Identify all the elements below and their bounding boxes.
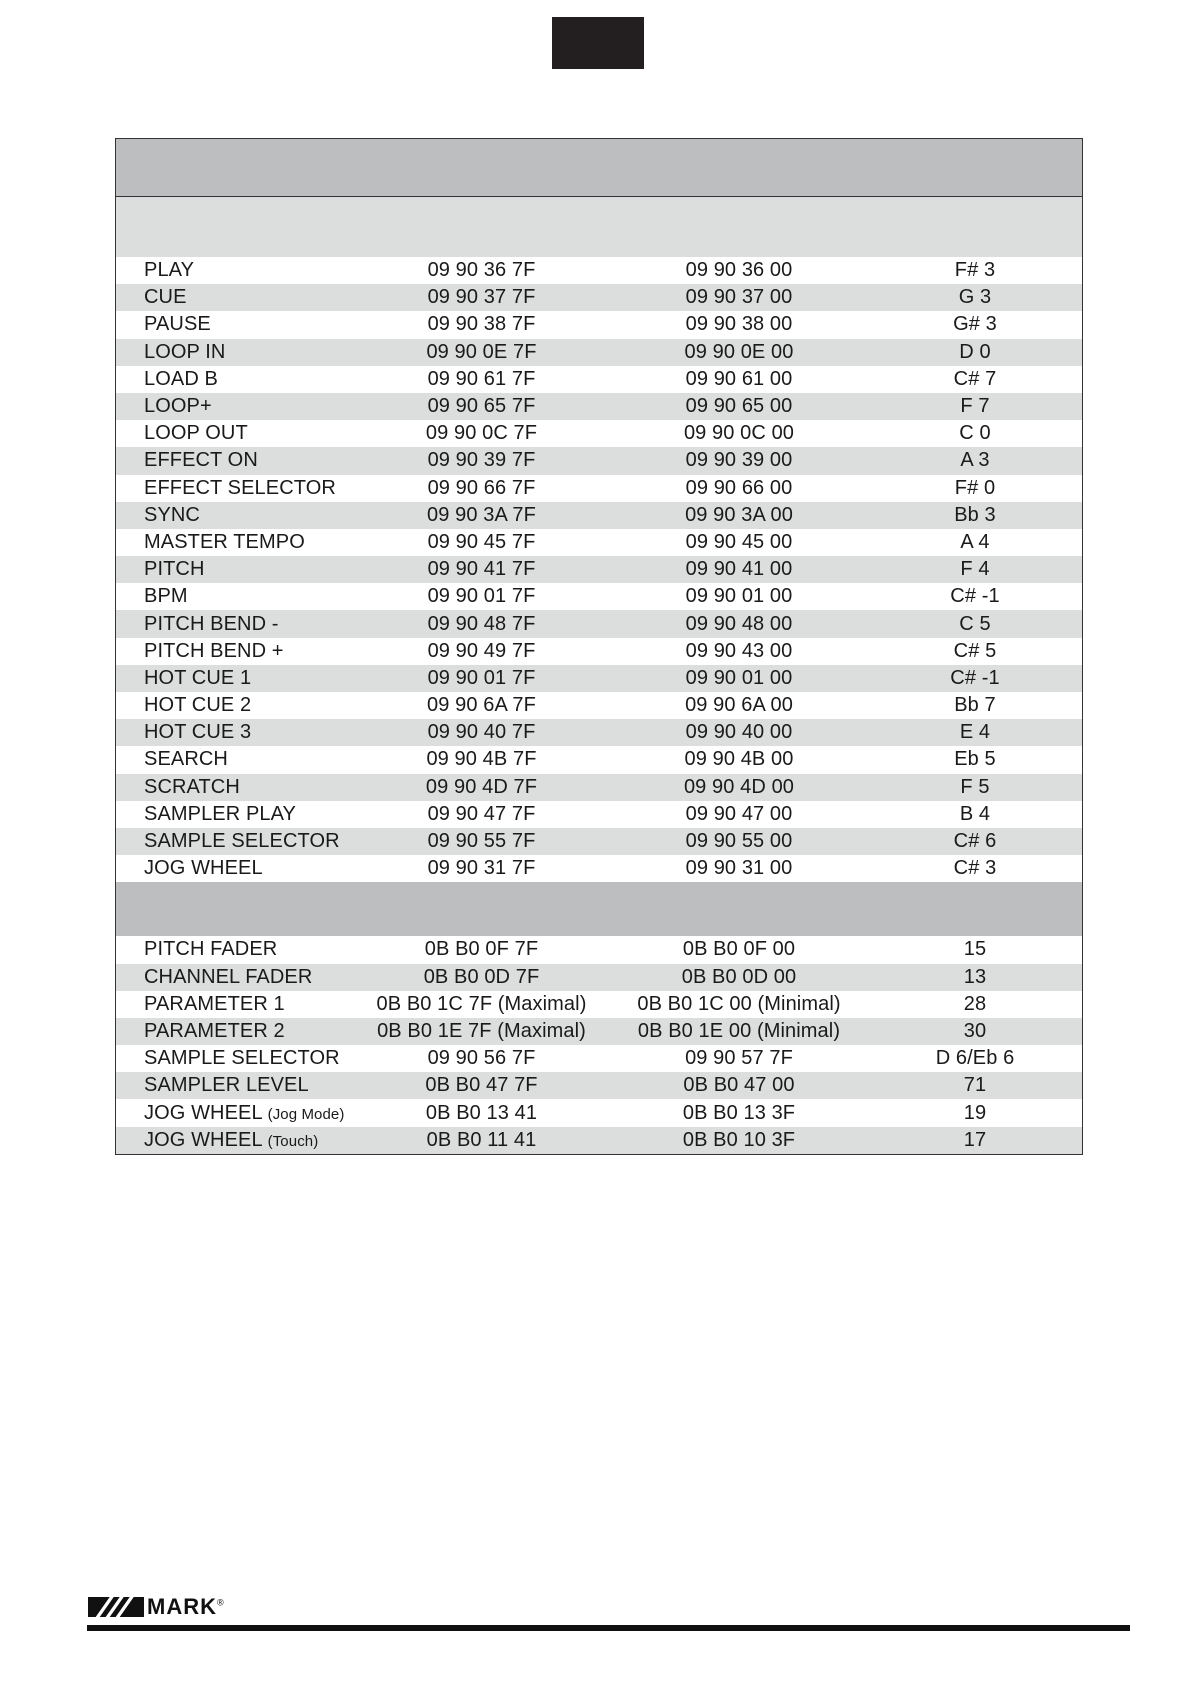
note-value: F 4 <box>960 558 990 581</box>
control-label: PARAMETER 1 <box>144 992 285 1015</box>
buttons-section-header <box>116 197 1082 257</box>
min-message: 0B B0 1C 00 (Minimal) <box>637 992 841 1015</box>
control-name <box>116 1047 353 1070</box>
cc-value: 30 <box>963 1019 987 1042</box>
control-name: JOG WHEEL <box>144 857 263 880</box>
release-message: 09 90 47 00 <box>685 802 793 825</box>
press-message: 09 90 3A 7F <box>427 503 536 526</box>
note-value: Eb 5 <box>954 748 996 771</box>
buttons-section-body <box>116 257 1082 882</box>
table-row <box>116 257 1082 284</box>
note-value: A 3 <box>960 449 990 472</box>
cc-value: 71 <box>963 1074 987 1097</box>
control-label: PITCH FADER <box>144 938 278 961</box>
table-row <box>116 610 1082 637</box>
press-message: 09 90 49 7F <box>427 639 536 662</box>
release-message: 09 90 65 00 <box>685 395 793 418</box>
control-name: LOAD B <box>144 367 218 390</box>
control-name <box>116 1020 353 1043</box>
release-message: 09 90 61 00 <box>685 367 793 390</box>
release-message: 09 90 38 00 <box>685 313 793 336</box>
control-mode: (Touch) <box>267 1132 319 1150</box>
release-message: 09 90 40 00 <box>685 721 793 744</box>
note-value: C# 7 <box>953 367 997 390</box>
control-name: SAMPLE SELECTOR <box>144 830 340 853</box>
cc-value: 28 <box>963 992 987 1015</box>
midi-mapping-table <box>115 138 1083 1155</box>
table-row <box>116 1127 1082 1154</box>
control-name: PITCH <box>144 558 205 581</box>
footer-rule <box>87 1625 1130 1631</box>
note-value: A 4 <box>960 530 990 553</box>
release-message: 09 90 01 00 <box>685 666 793 689</box>
press-message: 09 90 66 7F <box>427 476 536 499</box>
control-name: PAUSE <box>144 313 211 336</box>
min-message: 0B B0 47 00 <box>683 1074 795 1097</box>
min-message: 0B B0 10 3F <box>682 1128 796 1151</box>
cc-value: 15 <box>963 938 987 961</box>
control-name: SYNC <box>144 503 200 526</box>
press-message: 09 90 31 7F <box>427 857 536 880</box>
release-message: 09 90 39 00 <box>685 449 793 472</box>
table-row <box>116 366 1082 393</box>
table-row <box>116 1072 1082 1099</box>
press-message: 09 90 40 7F <box>427 721 536 744</box>
control-label: JOG WHEEL <box>144 1101 268 1124</box>
trademark: ® <box>217 1597 225 1608</box>
control-label: JOG WHEEL <box>144 1128 268 1151</box>
press-message: 09 90 39 7F <box>427 449 536 472</box>
release-message: 09 90 45 00 <box>685 530 793 553</box>
note-value: B 4 <box>959 802 991 825</box>
release-message: 09 90 31 00 <box>685 857 793 880</box>
press-message: 09 90 48 7F <box>427 612 536 635</box>
table-row <box>116 936 1082 963</box>
table-row <box>116 774 1082 801</box>
control-name <box>116 1074 353 1097</box>
release-message: 09 90 55 00 <box>685 830 793 853</box>
brand-logo <box>88 1596 225 1618</box>
table-row <box>116 719 1082 746</box>
table-row <box>116 801 1082 828</box>
press-message: 09 90 0E 7F <box>426 340 537 363</box>
control-name <box>116 938 353 961</box>
release-message: 09 90 66 00 <box>685 476 793 499</box>
max-message: 0B B0 1E 7F (Maximal) <box>377 1019 586 1042</box>
control-name: BPM <box>144 585 188 608</box>
note-value: E 4 <box>959 721 991 744</box>
note-value: G# 3 <box>953 313 997 336</box>
release-message: 09 90 36 00 <box>685 259 793 282</box>
release-message: 09 90 0E 00 <box>684 340 794 363</box>
table-row <box>116 502 1082 529</box>
control-name: PITCH BEND + <box>144 639 284 662</box>
control-name: PLAY <box>144 259 195 282</box>
table-row <box>116 556 1082 583</box>
table-row <box>116 1099 1082 1126</box>
control-name: HOT CUE 1 <box>144 666 252 689</box>
press-message: 09 90 41 7F <box>427 558 536 581</box>
min-message: 0B B0 1E 00 (Minimal) <box>637 1019 841 1042</box>
control-name: EFFECT SELECTOR <box>144 476 336 499</box>
control-name: CUE <box>144 286 187 309</box>
controls-section-header <box>116 882 1082 936</box>
control-label: SAMPLER LEVEL <box>144 1074 309 1097</box>
control-name: HOT CUE 2 <box>144 694 252 717</box>
control-label: CHANNEL FADER <box>144 965 313 988</box>
release-message: 09 90 43 00 <box>685 639 793 662</box>
press-message: 09 90 37 7F <box>427 286 536 309</box>
cc-value: 17 <box>963 1128 987 1151</box>
control-name <box>116 1102 353 1125</box>
table-row <box>116 284 1082 311</box>
press-message: 09 90 01 7F <box>427 666 536 689</box>
table-row <box>116 991 1082 1018</box>
control-name: LOOP IN <box>144 340 226 363</box>
note-value: G 3 <box>958 286 992 309</box>
note-value: F# 3 <box>954 259 996 282</box>
press-message: 09 90 61 7F <box>427 367 536 390</box>
control-name <box>116 993 353 1016</box>
release-message: 09 90 48 00 <box>685 612 793 635</box>
max-message: 0B B0 0D 7F <box>423 965 540 988</box>
cc-value: D 6/Eb 6 <box>935 1047 1015 1070</box>
note-value: C 5 <box>959 612 991 635</box>
press-message: 09 90 01 7F <box>427 585 536 608</box>
min-message: 0B B0 0F 00 <box>682 938 796 961</box>
control-mode: (Jog Mode) <box>267 1105 345 1123</box>
press-message: 09 90 38 7F <box>427 313 536 336</box>
control-name: MASTER TEMPO <box>144 530 305 553</box>
table-row <box>116 1045 1082 1072</box>
note-value: F# 0 <box>954 476 996 499</box>
max-message: 09 90 56 7F <box>427 1047 536 1070</box>
note-value: C# -1 <box>950 666 1000 689</box>
logo-mark-icon <box>88 1597 144 1617</box>
table-row <box>116 420 1082 447</box>
press-message: 09 90 36 7F <box>427 259 536 282</box>
note-value: C# 5 <box>953 639 997 662</box>
brand-name: MARK <box>147 1594 217 1619</box>
release-message: 09 90 41 00 <box>685 558 793 581</box>
table-row <box>116 638 1082 665</box>
min-message: 09 90 57 7F <box>685 1047 793 1070</box>
table-row <box>116 311 1082 338</box>
note-value: Bb 3 <box>954 503 996 526</box>
press-message: 09 90 47 7F <box>427 802 536 825</box>
table-row <box>116 828 1082 855</box>
min-message: 0B B0 13 3F <box>682 1101 796 1124</box>
table-row <box>116 665 1082 692</box>
release-message: 09 90 4D 00 <box>683 775 795 798</box>
cc-value: 13 <box>963 965 987 988</box>
table-row <box>116 692 1082 719</box>
control-name: HOT CUE 3 <box>144 721 252 744</box>
control-name <box>116 1129 353 1152</box>
press-message: 09 90 6A 7F <box>427 694 536 717</box>
release-message: 09 90 3A 00 <box>685 503 793 526</box>
control-name <box>116 966 353 989</box>
table-row <box>116 393 1082 420</box>
table-row <box>116 855 1082 882</box>
control-name: SAMPLER PLAY <box>144 802 297 825</box>
release-message: 09 90 0C 00 <box>683 422 795 445</box>
control-name: SCRATCH <box>144 775 240 798</box>
note-value: F 7 <box>960 395 990 418</box>
release-message: 09 90 4B 00 <box>684 748 794 771</box>
control-name: EFFECT ON <box>144 449 258 472</box>
cc-value: 19 <box>963 1101 987 1124</box>
note-value: C# 6 <box>953 830 997 853</box>
note-value: F 5 <box>960 775 990 798</box>
release-message: 09 90 6A 00 <box>685 694 793 717</box>
max-message: 0B B0 13 41 <box>425 1101 538 1124</box>
control-label: SAMPLE SELECTOR <box>144 1047 340 1070</box>
table-row <box>116 529 1082 556</box>
max-message: 0B B0 47 7F <box>425 1074 538 1097</box>
note-value: C# 3 <box>953 857 997 880</box>
page-number-tab <box>552 17 644 69</box>
max-message: 0B B0 1C 7F (Maximal) <box>376 992 587 1015</box>
press-message: 09 90 55 7F <box>427 830 536 853</box>
table-row <box>116 475 1082 502</box>
table-row <box>116 339 1082 366</box>
note-value: C# -1 <box>950 585 1000 608</box>
press-message: 09 90 4B 7F <box>426 748 537 771</box>
controls-section-body <box>116 936 1082 1154</box>
release-message: 09 90 01 00 <box>685 585 793 608</box>
press-message: 09 90 4D 7F <box>425 775 538 798</box>
press-message: 09 90 45 7F <box>427 530 536 553</box>
note-value: C 0 <box>959 422 991 445</box>
note-value: D 0 <box>959 340 991 363</box>
min-message: 0B B0 0D 00 <box>681 965 797 988</box>
table-header <box>116 139 1082 197</box>
press-message: 09 90 65 7F <box>427 395 536 418</box>
max-message: 0B B0 0F 7F <box>424 938 539 961</box>
control-label: PARAMETER 2 <box>144 1019 285 1042</box>
control-name: LOOP+ <box>144 395 212 418</box>
table-row <box>116 447 1082 474</box>
max-message: 0B B0 11 41 <box>426 1128 537 1151</box>
release-message: 09 90 37 00 <box>685 286 793 309</box>
control-name: PITCH BEND - <box>144 612 279 635</box>
table-row <box>116 746 1082 773</box>
table-row <box>116 1018 1082 1045</box>
table-row <box>116 964 1082 991</box>
control-name: LOOP OUT <box>144 422 248 445</box>
press-message: 09 90 0C 7F <box>425 422 538 445</box>
table-row <box>116 583 1082 610</box>
control-name: SEARCH <box>144 748 228 771</box>
note-value: Bb 7 <box>954 694 996 717</box>
